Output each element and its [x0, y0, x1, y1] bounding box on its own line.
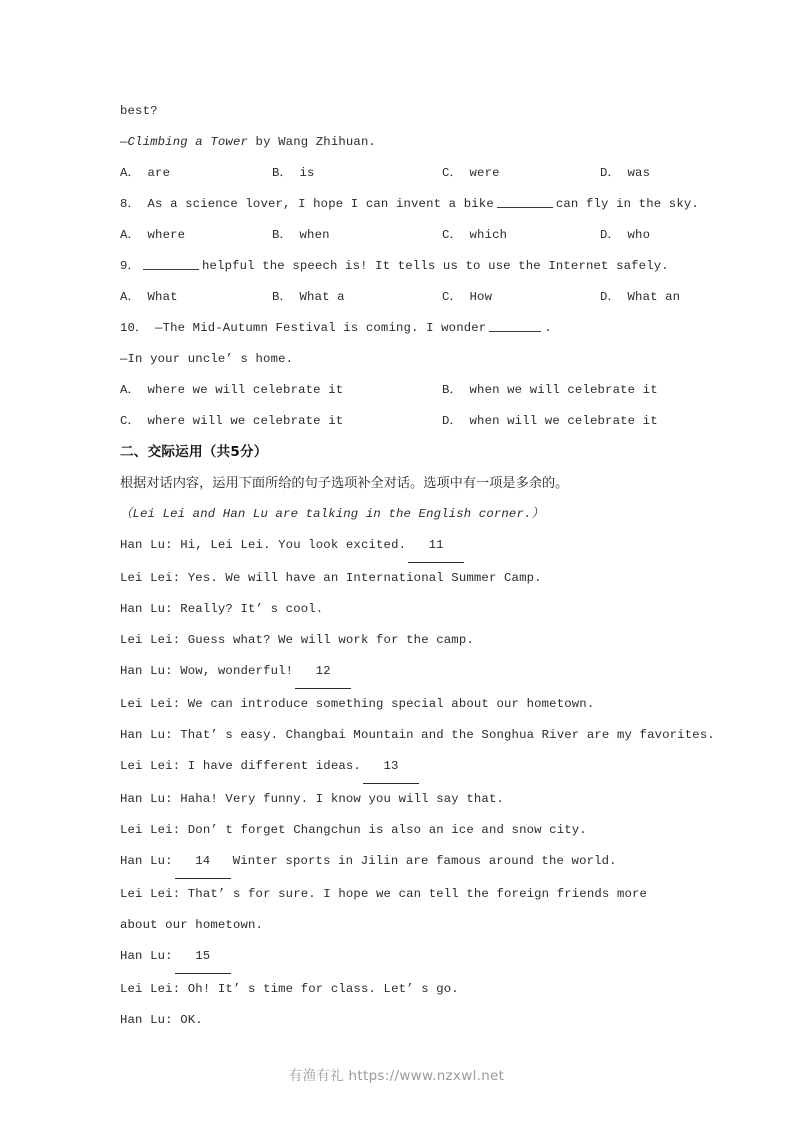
speaker-label: Lei Lei:: [120, 633, 181, 647]
dialogue-line: [120, 563, 680, 594]
speaker-label: Han Lu:: [120, 602, 173, 616]
speaker-label: Han Lu:: [120, 538, 173, 552]
speaker-label: Han Lu:: [120, 949, 173, 963]
dialogue-blank-13[interactable]: 13: [363, 751, 419, 784]
dialogue-text-before: Oh! It’ s time for class. Let’ s go.: [180, 982, 459, 996]
dialogue-text-before: Guess what? We will work for the camp.: [180, 633, 474, 647]
dialogue-blank-11[interactable]: 11: [408, 530, 464, 563]
q10-options-row2: [120, 406, 680, 437]
q9-option-b[interactable]: B． What a: [272, 290, 345, 304]
q7-option-b[interactable]: B． is: [272, 166, 315, 180]
dialogue-line: [120, 594, 680, 625]
dialogue-text-before: Hi, Lei Lei. You look excited.: [172, 538, 407, 552]
q7-option-a[interactable]: A． are: [120, 166, 171, 180]
dialogue-line: [120, 656, 680, 689]
dialogue-line: [120, 689, 680, 720]
poem-title: Climbing a Tower: [127, 135, 249, 149]
dialogue-line: [120, 751, 680, 784]
q10-option-b[interactable]: B． when we will celebrate it: [442, 383, 658, 397]
q9-option-d[interactable]: D． What an: [600, 290, 681, 304]
stage-direction: （Lei Lei and Han Lu are talking in the English corner.）: [120, 507, 544, 521]
speaker-label: Han Lu:: [120, 664, 173, 678]
speaker-label: Lei Lei:: [120, 982, 181, 996]
dialogue-line: [120, 815, 680, 846]
dialogue-text-before: We can introduce something special about our hometown.: [180, 697, 595, 711]
dialogue-text-before: That’ s for sure. I hope we can tell the foreign friends more about our hometown.: [120, 887, 648, 932]
q9-stem-after: helpful the speech is! It tells us to use the Internet safely.: [201, 259, 669, 273]
q10-options-row1: [120, 375, 680, 406]
dialogue-text-before: That’ s easy. Changbai Mountain and the Songhua River are my favorites.: [172, 728, 715, 742]
dialogue-text-after: Winter sports in Jilin are famous around the world.: [232, 854, 617, 868]
q8-stem-after: can fly in the sky.: [555, 197, 699, 211]
dialogue-line: [120, 846, 680, 879]
q9-stem-before: 9．: [120, 259, 140, 273]
speaker-label: Lei Lei:: [120, 759, 181, 773]
q7-answer-line: [120, 127, 680, 158]
q10-reply: —In your uncle’ s home.: [120, 352, 294, 366]
q10-option-c[interactable]: C． where will we celebrate it: [120, 414, 344, 428]
dialogue-line: [120, 941, 680, 974]
dialogue-text-before: Wow, wonderful!: [172, 664, 294, 678]
page-content: [120, 96, 715, 1036]
q10-answer-blank[interactable]: [489, 319, 541, 332]
q9-options: [120, 282, 680, 313]
q7-stem-continuation: best?: [120, 104, 158, 118]
q7-options: [120, 158, 680, 189]
dialogue-text-before: Haha! Very funny. I know you will say that.: [172, 792, 505, 806]
dialogue-text-before: OK.: [172, 1013, 203, 1027]
dialogue-line: [120, 1005, 680, 1036]
speaker-label: Lei Lei:: [120, 571, 181, 585]
speaker-label: Han Lu:: [120, 792, 173, 806]
q7-answer-rest: by Wang Zhihuan.: [248, 135, 377, 149]
q10-option-a[interactable]: A． where we will celebrate it: [120, 383, 344, 397]
dialogue-line: [120, 784, 680, 815]
q8-option-a[interactable]: A． where: [120, 228, 186, 242]
q10-stem: [120, 313, 680, 344]
dialogue-blank-12[interactable]: 12: [295, 656, 351, 689]
dialogue-text-before: Don’ t forget Changchun is also an ice and snow city.: [180, 823, 587, 837]
speaker-label: Han Lu:: [120, 728, 173, 742]
dialogue-text-before: Yes. We will have an International Summer Camp.: [180, 571, 542, 585]
q10-option-d[interactable]: D． when will we celebrate it: [442, 414, 658, 428]
dialogue-line: [120, 530, 680, 563]
dialogue-line: [120, 625, 680, 656]
q8-option-b[interactable]: B． when: [272, 228, 330, 242]
speaker-label: Han Lu:: [120, 1013, 173, 1027]
dialogue-line: [120, 974, 680, 1005]
q7-option-d[interactable]: D． was: [600, 166, 651, 180]
dialogue-line: [120, 720, 715, 751]
q9-answer-blank[interactable]: [143, 257, 199, 270]
speaker-label: Lei Lei:: [120, 697, 181, 711]
dialogue-text-before: Really? It’ s cool.: [172, 602, 324, 616]
q9-stem: [120, 251, 680, 282]
section-two-instruction: 根据对话内容，运用下面所给的句子选项补全对话。选项中有一项是多余的。: [120, 476, 569, 491]
dialogue-blank-15[interactable]: 15: [175, 941, 231, 974]
footer-watermark: 有渔有礼 https://www.nzxwl.net: [288, 1068, 505, 1084]
q9-option-a[interactable]: A． What: [120, 290, 178, 304]
dialogue-list: [120, 530, 715, 1036]
q8-answer-blank[interactable]: [497, 195, 553, 208]
q10-stem-before: 10． —The Mid-Autumn Festival is coming. I wonder: [120, 321, 487, 335]
q7-option-c[interactable]: C． were: [442, 166, 500, 180]
dialogue-text-before: I have different ideas.: [180, 759, 361, 773]
speaker-label: Lei Lei:: [120, 823, 181, 837]
q8-option-c[interactable]: C． which: [442, 228, 508, 242]
q8-stem-before: 8． As a science lover, I hope I can invent a bike: [120, 197, 494, 211]
em-dash: —: [120, 135, 128, 149]
section-two-heading: 二、交际运用（共5分）: [120, 444, 268, 460]
speaker-label: Lei Lei:: [120, 887, 181, 901]
q8-option-d[interactable]: D． who: [600, 228, 651, 242]
dialogue-line: [120, 879, 680, 941]
q8-stem: [120, 189, 699, 220]
q8-options: [120, 220, 680, 251]
q10-stem-after: .: [544, 321, 552, 335]
speaker-label: Han Lu:: [120, 854, 173, 868]
q9-option-c[interactable]: C． How: [442, 290, 493, 304]
dialogue-blank-14[interactable]: 14: [175, 846, 231, 879]
